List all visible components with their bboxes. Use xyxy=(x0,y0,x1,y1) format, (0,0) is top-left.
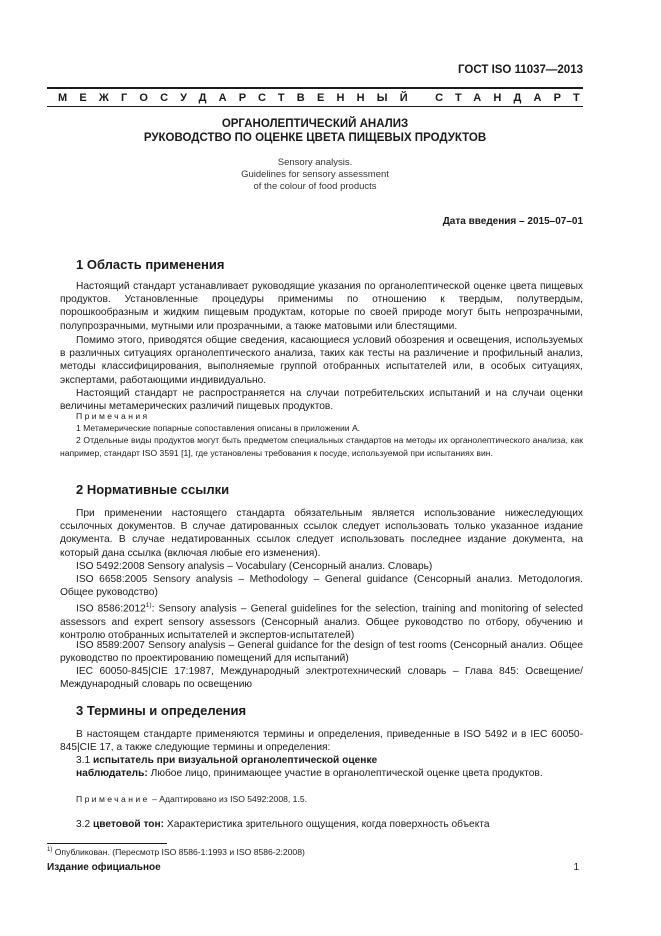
reference-iso-8586-text: : Sensory analysis – General guidelines for the selection, training and monitoring of selected assessors and expert sensory assessors (Сенсорный анализ. Общее руководство по отбору, обучению и контролю отобранных испытателей и экспертов-испытателей) xyxy=(60,603,583,641)
reference-iso-5492: ISO 5492:2008 Sensory analysis – Vocabulary (Сенсорный анализ. Словарь) xyxy=(76,561,433,572)
term-3-1-note-label: Примечание xyxy=(76,794,150,804)
section1-paragraph-2: Помимо этого, приводятся общие сведения, касающиеся условий обозрения и освещения, используемых в различных ситуациях органолептического анализа, таких как тесты на различение и профильный анализ, методы классифицирования, выполняемые группой отобранных испытателей или, в особых ситуациях, экспертами, работающими индивидуально. xyxy=(60,335,583,386)
footnote-text: Опубликован. (Пересмотр ISO 8586-1:1993 и ISO 8586-2:2008) xyxy=(52,847,305,857)
term-3-1-synonym: наблюдатель: xyxy=(76,768,148,779)
term-3-2 xyxy=(60,818,583,831)
title-ru-line2: РУКОВОДСТВО ПО ОЦЕНКЕ ЦВЕТА ПИЩЕВЫХ ПРОДУКТОВ xyxy=(143,132,487,144)
footnote-mark: 1) xyxy=(47,847,53,854)
reference-iso-8586-code: ISO 8586:2012 xyxy=(76,603,146,615)
section1-note-2: 2 Отдельные виды продуктов могут быть предметом специальных стандартов на методы их органолептического анализа, как например, стандарт ISO 3591 [1], где установлены требования к посуде, используемой при испытаниях вин. xyxy=(60,435,583,458)
term-3-1 xyxy=(60,754,583,767)
footnote-rule xyxy=(47,843,167,844)
term-3-1-note-text: – Адаптировано из ISO 5492:2008, 1.5. xyxy=(149,794,307,804)
standard-id: ГОСТ ISO 11037—2013 xyxy=(458,64,583,76)
term-3-1-number: 3.1 xyxy=(76,755,93,766)
reference-iec-60050: IEC 60050-845|CIE 17:1987, Международный электротехнический словарь – Глава 845: Освещение/Международный словарь по освещению xyxy=(60,666,583,691)
section3-heading: 3 Термины и определения xyxy=(76,703,247,718)
header-rule-top xyxy=(47,87,583,89)
term-3-1-title: испытатель при визуальной органолептической оценке xyxy=(93,755,378,766)
term-3-2-title: цветовой тон: xyxy=(93,819,165,830)
title-en-line2: Guidelines for sensory assessment xyxy=(241,169,389,180)
section1-heading: 1 Область применения xyxy=(76,257,225,272)
term-3-1-definition-text: Любое лицо, принимающее участие в органолептической оценке цвета продуктов. xyxy=(147,768,543,779)
section1-paragraph-1: Настоящий стандарт устанавливает руководящие указания по органолептической оценке цвета пищевых продуктов. Установленные процедуры применимы по отношению к твердым, полутвердым, порошкообразным и жидким пищевым продуктам, которые по своей природе могут быть непрозрачными, полупрозрачными, мутными или прозрачными, а также матовыми или блестящими. xyxy=(60,281,583,332)
reference-iso-6658: ISO 6658:2005 Sensory analysis – Methodology – General guidance (Сенсорный анализ. Методология. Общее руководство) xyxy=(60,574,583,599)
title-ru-line1: ОРГАНОЛЕПТИЧЕСКИЙ АНАЛИЗ xyxy=(221,118,409,130)
term-3-1-note xyxy=(60,793,583,806)
page-number: 1 xyxy=(573,862,579,873)
introduction-date: Дата введения – 2015–07–01 xyxy=(442,216,583,227)
reference-iso-8589: ISO 8589:2007 Sensory analysis – General guidance for the design of test rooms (Сенсорный анализ. Общее руководство по проектированию помещений для испытаний) xyxy=(60,640,583,665)
title-en-line3: of the colour of food products xyxy=(253,181,377,192)
section2-paragraph-1: При применении настоящего стандарта обязательным является использование нижеследующих ссылочных документов. В случае датированных ссылок следует использовать только указанное издание документа. В случае недатированных ссылок следует использовать последнее издание документа, на который дана ссылка (включая любые его изменения). xyxy=(60,508,583,559)
section2-heading: 2 Нормативные ссылки xyxy=(76,482,230,497)
section3-paragraph-1: В настоящем стандарте применяются термины и определения, приведенные в ISO 5492 и в IEC 60050-845|CIE 17, а также следующие термины и определения: xyxy=(60,729,583,754)
title-en-line1: Sensory analysis. xyxy=(277,157,353,168)
section1-note-1: 1 Метамерические попарные сопоставления описаны в приложении А. xyxy=(76,423,361,433)
footnote xyxy=(47,847,305,857)
term-3-2-number: 3.2 xyxy=(76,819,93,830)
interstate-standard-label: МЕЖГОСУДАРСТВЕННЫЙ СТАНДАРТ xyxy=(58,92,592,104)
official-edition-label: Издание официальное xyxy=(47,862,161,873)
header-rule-bottom xyxy=(47,106,583,107)
footnote-marker: 1) xyxy=(145,602,152,609)
term-3-2-definition: Характеристика зрительного ощущения, когда поверхность объекта xyxy=(164,819,490,830)
section1-paragraph-3: Настоящий стандарт не распространяется на случаи потребительских испытаний и на случаи оценки величины метамерических различий пищевых продуктов. xyxy=(60,388,583,413)
reference-iso-8586 xyxy=(60,599,583,642)
term-3-1-definition xyxy=(60,767,583,780)
section1-notes-label: Примечания xyxy=(76,411,150,421)
